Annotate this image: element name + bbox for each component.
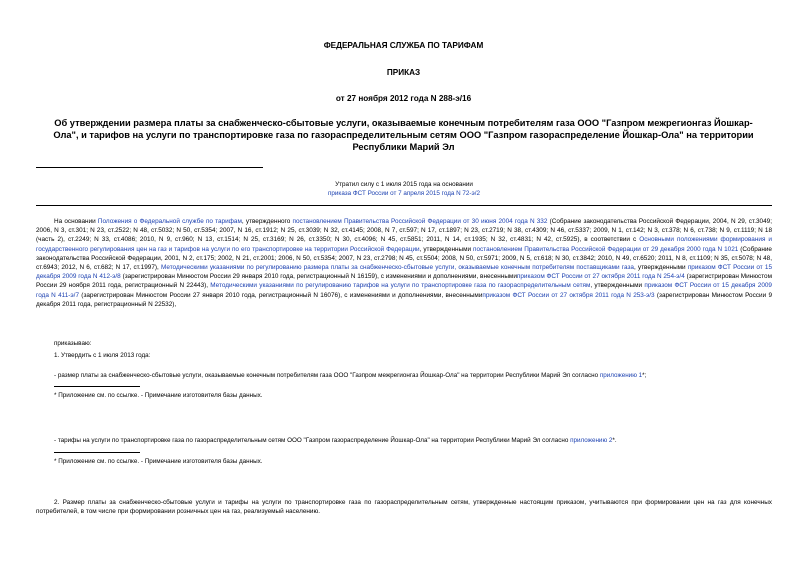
preamble-text-8: (зарегистрирован Минюстом России 29 ноября 2011 года, регистрационный N 22443), [36, 273, 772, 290]
preamble-link-3[interactable]: Основными положениями формирования и государственного регулирования цен на газ и тарифов на услуги по его транспортировке на территории Российской Федерации [36, 236, 773, 253]
preamble-link-9[interactable]: приказом ФСТ России от 15 декабря 2009 года N 411-э/7 [36, 282, 772, 299]
preamble-text-11: (зарегистрирован Минюстом России 9 декабря 2011 года, регистрационный N 22532), [36, 291, 772, 308]
item-2-text: 2. Размер платы за снабженческо-сбытовые услуги и тарифы на услуги по транспортировке газа по газораспределительным сетям, утвержденные настоящим приказом, учитываются при формировании цен на газ для конечных потребителей, в том числе при формировании розничных цен на газ, реализуемый населению. [36, 499, 772, 516]
preamble-text-5: (Собрание законодательства Российской Федерации, 2001, N 2, ст.175; 2002, N 21, ст.2001; 2006, N 50, ст.5354; 2007, N 23, ст.2798; N 45, ст.5504; 2008, N 50, ст.5971; 2009, N 5, ст.618; N 30, ст.3842; 2010, N 49, ст.6520; 2011, N 8, ст.1109; N 35, ст.5078; N 48, ст.6943; 2012, N 6, ст.682; N 17, ст.1997), [36, 245, 772, 272]
preamble-link-7[interactable]: приказом ФСТ России от 27 октября 2011 года N 254-э/4 [516, 273, 685, 281]
agency-heading: ФЕДЕРАЛЬНАЯ СЛУЖБА ПО ТАРИФАМ [323, 41, 484, 50]
preamble-paragraph [36, 217, 772, 309]
preamble-link-8[interactable]: Методическими указаниями по регулированию тарифов на услуги по транспортировке газа по газораспределительным сетям [210, 282, 591, 290]
preamble-text-9: , утвержденными [590, 282, 645, 290]
bullet-1-end: *; [642, 372, 647, 379]
bullet-2-text: - тарифы на услуги по транспортировке газа по газораспределительным сетям ООО "Газпром газораспределение Йошкар-Ола" на территории Республики Марий Эл согласно [54, 437, 571, 444]
preamble-text-4: , утвержденными [419, 245, 474, 253]
status-link[interactable]: приказа ФСТ России от 7 апреля 2015 года N 72-э/2 [328, 190, 480, 197]
item-1: 1. Утвердить с 1 июля 2013 года: [54, 352, 151, 359]
footnote-2: * Приложение см. по ссылке. - Примечание изготовителя базы данных. [54, 458, 263, 465]
preamble-link-4[interactable]: постановлением Правительства Российской Федерации от 29 декабря 2000 года N 1021 [473, 245, 739, 253]
preamble-text-10: (зарегистрирован Минюстом России 27 января 2010 года, регистрационный N 16076), с изменениями и дополнениями, внесенными [79, 291, 483, 299]
footnote-1-rule [54, 386, 140, 387]
document-title: Об утверждении размера платы за снабженческо-сбытовые услуги, оказываемые конечным потребителям газа ООО "Газпром межрегионгаз Йошкар-Ола", и тарифов на услуги по транспортировке газа по газораспределительным сетям ООО "Газпром газораспределение Йошкар-Ола" на территории Республики Марий Эл [53, 118, 754, 152]
preamble-link-2[interactable]: постановлением Правительства Российской Федерации от 30 июня 2004 года N 332 [292, 218, 548, 225]
appendix-1-link[interactable]: приложению 1 [599, 372, 643, 379]
doc-type-heading: ПРИКАЗ [386, 68, 421, 77]
preamble-link-6[interactable]: приказом ФСТ России от 15 декабря 2009 года N 412-э/8 [36, 264, 772, 281]
status-line: Утратил силу с 1 июля 2015 года на основании [335, 181, 473, 188]
bullet-1 [54, 371, 772, 380]
preamble-link-1[interactable]: Положения о Федеральной службе по тарифам [97, 218, 242, 225]
orders-word: приказываю: [54, 340, 92, 347]
preamble-text-2: , утвержденного [241, 218, 293, 225]
preamble-text-7: (зарегистрирован Минюстом России 29 января 2010 года, регистрационный N 16159), с изменениями и дополнениями, внесенными [120, 273, 517, 281]
preamble-text-3: (Собрание законодательства Российской Федерации, 2004, N 29, ст.3049; 2006, N 3, ст.301; N 23, ст.2522; N 48, ст.5032; N 50, ст.5354; 2007, N 16, ст.1912; N 25, ст.3039; N 32, ст.4145; 2008, N 7, ст.597; N 17, ст.1897; N 23, ст.2719; N 38, ст.4309; N 46, ст.5337; 2009, N 1, ст.142; N 3, ст.378; N 6, ст.738; N 9, ст.1119; N 18 (часть 2), ст.2249; N 33, ст.4086; 2010, N 9, ст.960; N 13, ст.1514; N 25, ст.3169; N 26, ст.3350; N 30, ст.4096; N 45, ст.5851; 2011, N 14, ст.1935; N 32, ст.4831; N 42, ст.5925), в соответствии с [36, 218, 772, 244]
item-2 [36, 498, 772, 516]
bullet-1-text: - размер платы за снабженческо-сбытовые услуги, оказываемые конечным потребителям газа ООО "Газпром межрегионгаз Йошкар-Ола" на территории Республики Марий Эл согласно [54, 372, 600, 379]
bullet-2-end: *. [612, 437, 617, 444]
preamble-link-5[interactable]: Методическими указаниями по регулированию размера платы за снабженческо-сбытовые услуги, оказываемые конечным потребителям поставщиками газа [160, 264, 634, 272]
bullet-2 [54, 436, 772, 445]
preamble-text-1: На основании [54, 218, 98, 225]
divider-full [36, 205, 772, 206]
appendix-2-link[interactable]: приложению 2 [570, 437, 613, 444]
date-number-heading: от 27 ноября 2012 года N 288-э/16 [335, 94, 472, 103]
status-note [36, 180, 772, 198]
footnote-2-rule [54, 452, 140, 453]
preamble-link-10[interactable]: приказом ФСТ России от 27 октября 2011 года N 253-э/3 [482, 291, 655, 299]
divider-top [36, 167, 263, 168]
preamble-text-6: , утвержденными [633, 264, 688, 272]
footnote-1: * Приложение см. по ссылке. - Примечание изготовителя базы данных. [54, 392, 263, 399]
